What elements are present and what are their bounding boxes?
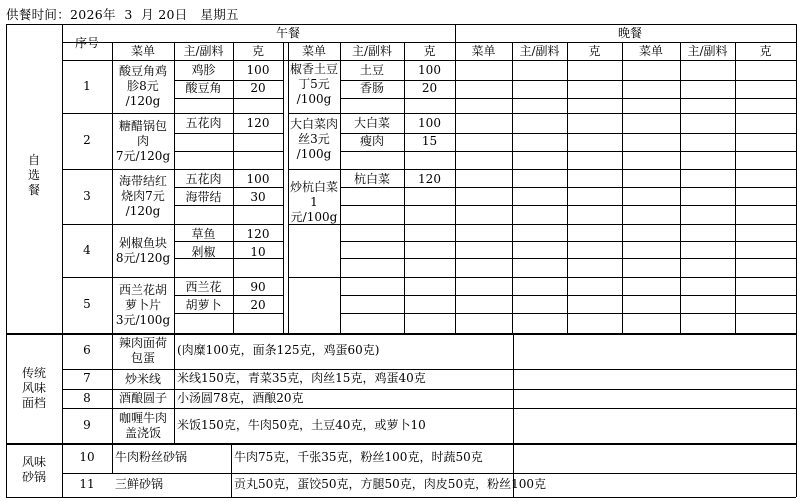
- date-month: 3: [124, 7, 133, 22]
- ingredient-name: 海带结: [185, 190, 222, 204]
- ingredient-name: 草鱼: [191, 227, 216, 241]
- ingredient-gram: 120: [246, 227, 270, 241]
- dish-ingredients: 贡丸50克，蛋饺50克，方腿50克，肉皮50克，粉丝100克: [234, 477, 546, 491]
- seq-header: 序号: [74, 36, 99, 50]
- section-claypot: 风味 砂锅: [21, 455, 46, 484]
- lunch-dish: 剁椒鱼块 8元/120g: [115, 235, 171, 265]
- lunch-dish: 大白菜肉 丝3元 /100g: [289, 116, 338, 161]
- subheader-ingredient: 主/副料: [183, 44, 224, 58]
- row-number: 8: [83, 390, 91, 405]
- ingredient-gram: 120: [418, 172, 441, 186]
- subheader-gram: 克: [759, 44, 772, 58]
- noodle-dish: 炒米线: [124, 371, 161, 386]
- ingredient-name: 剁椒: [191, 245, 216, 259]
- ingredient-gram: 20: [250, 81, 266, 95]
- claypot-dish: 牛肉粉丝砂锅: [115, 450, 188, 464]
- lunch-dish: 海带结红 烧肉7元 /120g: [118, 174, 167, 218]
- ingredient-gram: 100: [246, 63, 270, 77]
- section-self-select: 自 选 餐: [27, 153, 40, 197]
- subheader-dish: 菜单: [638, 44, 663, 58]
- ingredient-name: 胡萝卜: [185, 298, 222, 312]
- ingredient-gram: 100: [246, 172, 270, 186]
- lunch-dish: 酸豆角鸡 胗8元 /120g: [118, 64, 167, 108]
- noodle-dish: 辣肉面荷 包蛋: [118, 336, 167, 365]
- ingredient-name: 香肠: [359, 81, 384, 95]
- dish-ingredients: 米线150克，青菜35克，肉丝15克，鸡蛋40克: [177, 371, 426, 385]
- ingredient-gram: 10: [250, 245, 266, 259]
- subheader-dish: 菜单: [130, 44, 155, 58]
- date-day: 20日: [158, 7, 188, 22]
- lunch-dish: 糖醋锅包 肉 7元/120g: [115, 118, 171, 163]
- dish-ingredients: 米饭150克，牛肉50克，土豆40克，或萝卜10: [177, 417, 426, 432]
- ingredient-gram: 100: [418, 116, 441, 130]
- subheader-ingredient: 主/副料: [351, 44, 393, 58]
- ingredient-gram: 20: [250, 298, 266, 312]
- ingredient-gram: 90: [250, 280, 266, 294]
- row-number: 1: [83, 78, 91, 93]
- ingredient-gram: 15: [421, 134, 438, 148]
- ingredient-gram: 20: [421, 81, 438, 95]
- subheader-ingredient: 主/副料: [687, 44, 728, 58]
- date-weekday: 星期五: [200, 7, 239, 22]
- subheader-gram: 克: [251, 44, 264, 58]
- ingredient-name: 五花肉: [185, 116, 222, 130]
- dish-ingredients: (肉糜100克，面条125克，鸡蛋60克): [177, 343, 380, 357]
- dish-ingredients: 小汤圆78克，酒酿20克: [177, 390, 304, 405]
- lunch-dish: 椒香土豆 丁5元 /100g: [289, 62, 338, 106]
- ingredient-name: 五花肉: [185, 172, 222, 186]
- ingredient-name: 鸡胗: [191, 63, 216, 77]
- row-number: 6: [83, 343, 91, 357]
- row-number: 4: [83, 242, 91, 257]
- ingredient-gram: 100: [418, 63, 441, 77]
- lunch-dish: 炒杭白菜 1元/100g: [289, 179, 338, 224]
- subheader-dish: 菜单: [471, 44, 496, 58]
- section-traditional: 传统 风味 面档: [21, 366, 46, 410]
- date-month-unit: 月: [141, 7, 154, 22]
- lunch-dish: 西兰花胡 萝卜片 3元/100g: [115, 282, 171, 327]
- subheader-gram: 克: [588, 44, 601, 58]
- ingredient-name: 西兰花: [185, 280, 222, 294]
- row-number: 10: [79, 450, 95, 464]
- row-number: 7: [83, 371, 91, 385]
- claypot-dish: 三鲜砂锅: [115, 477, 164, 491]
- row-number: 5: [83, 297, 91, 311]
- noodle-dish: 咖喱牛肉 盖浇饭: [118, 410, 167, 440]
- ingredient-name: 杭白菜: [353, 172, 390, 186]
- ingredient-gram: 120: [246, 116, 270, 130]
- date-prefix: 供餐时间：2026年: [6, 7, 116, 22]
- row-number: 3: [83, 188, 91, 203]
- dinner-header: 晚餐: [617, 26, 642, 40]
- subheader-ingredient: 主/副料: [519, 44, 560, 58]
- ingredient-name: 土豆: [359, 63, 384, 77]
- ingredient-name: 酸豆角: [185, 81, 222, 95]
- subheader-gram: 克: [423, 44, 436, 58]
- row-number: 9: [83, 417, 91, 432]
- ingredient-name: 大白菜: [353, 116, 390, 130]
- noodle-dish: 酒酿圆子: [118, 391, 167, 405]
- ingredient-gram: 30: [250, 190, 266, 204]
- subheader-dish: 菜单: [301, 44, 326, 58]
- row-number: 2: [83, 133, 91, 147]
- ingredient-name: 瘦肉: [359, 134, 384, 148]
- row-number: 11: [79, 477, 95, 491]
- lunch-header: 午餐: [275, 26, 300, 40]
- dish-ingredients: 牛肉75克，千张35克，粉丝100克，时蔬50克: [234, 450, 483, 464]
